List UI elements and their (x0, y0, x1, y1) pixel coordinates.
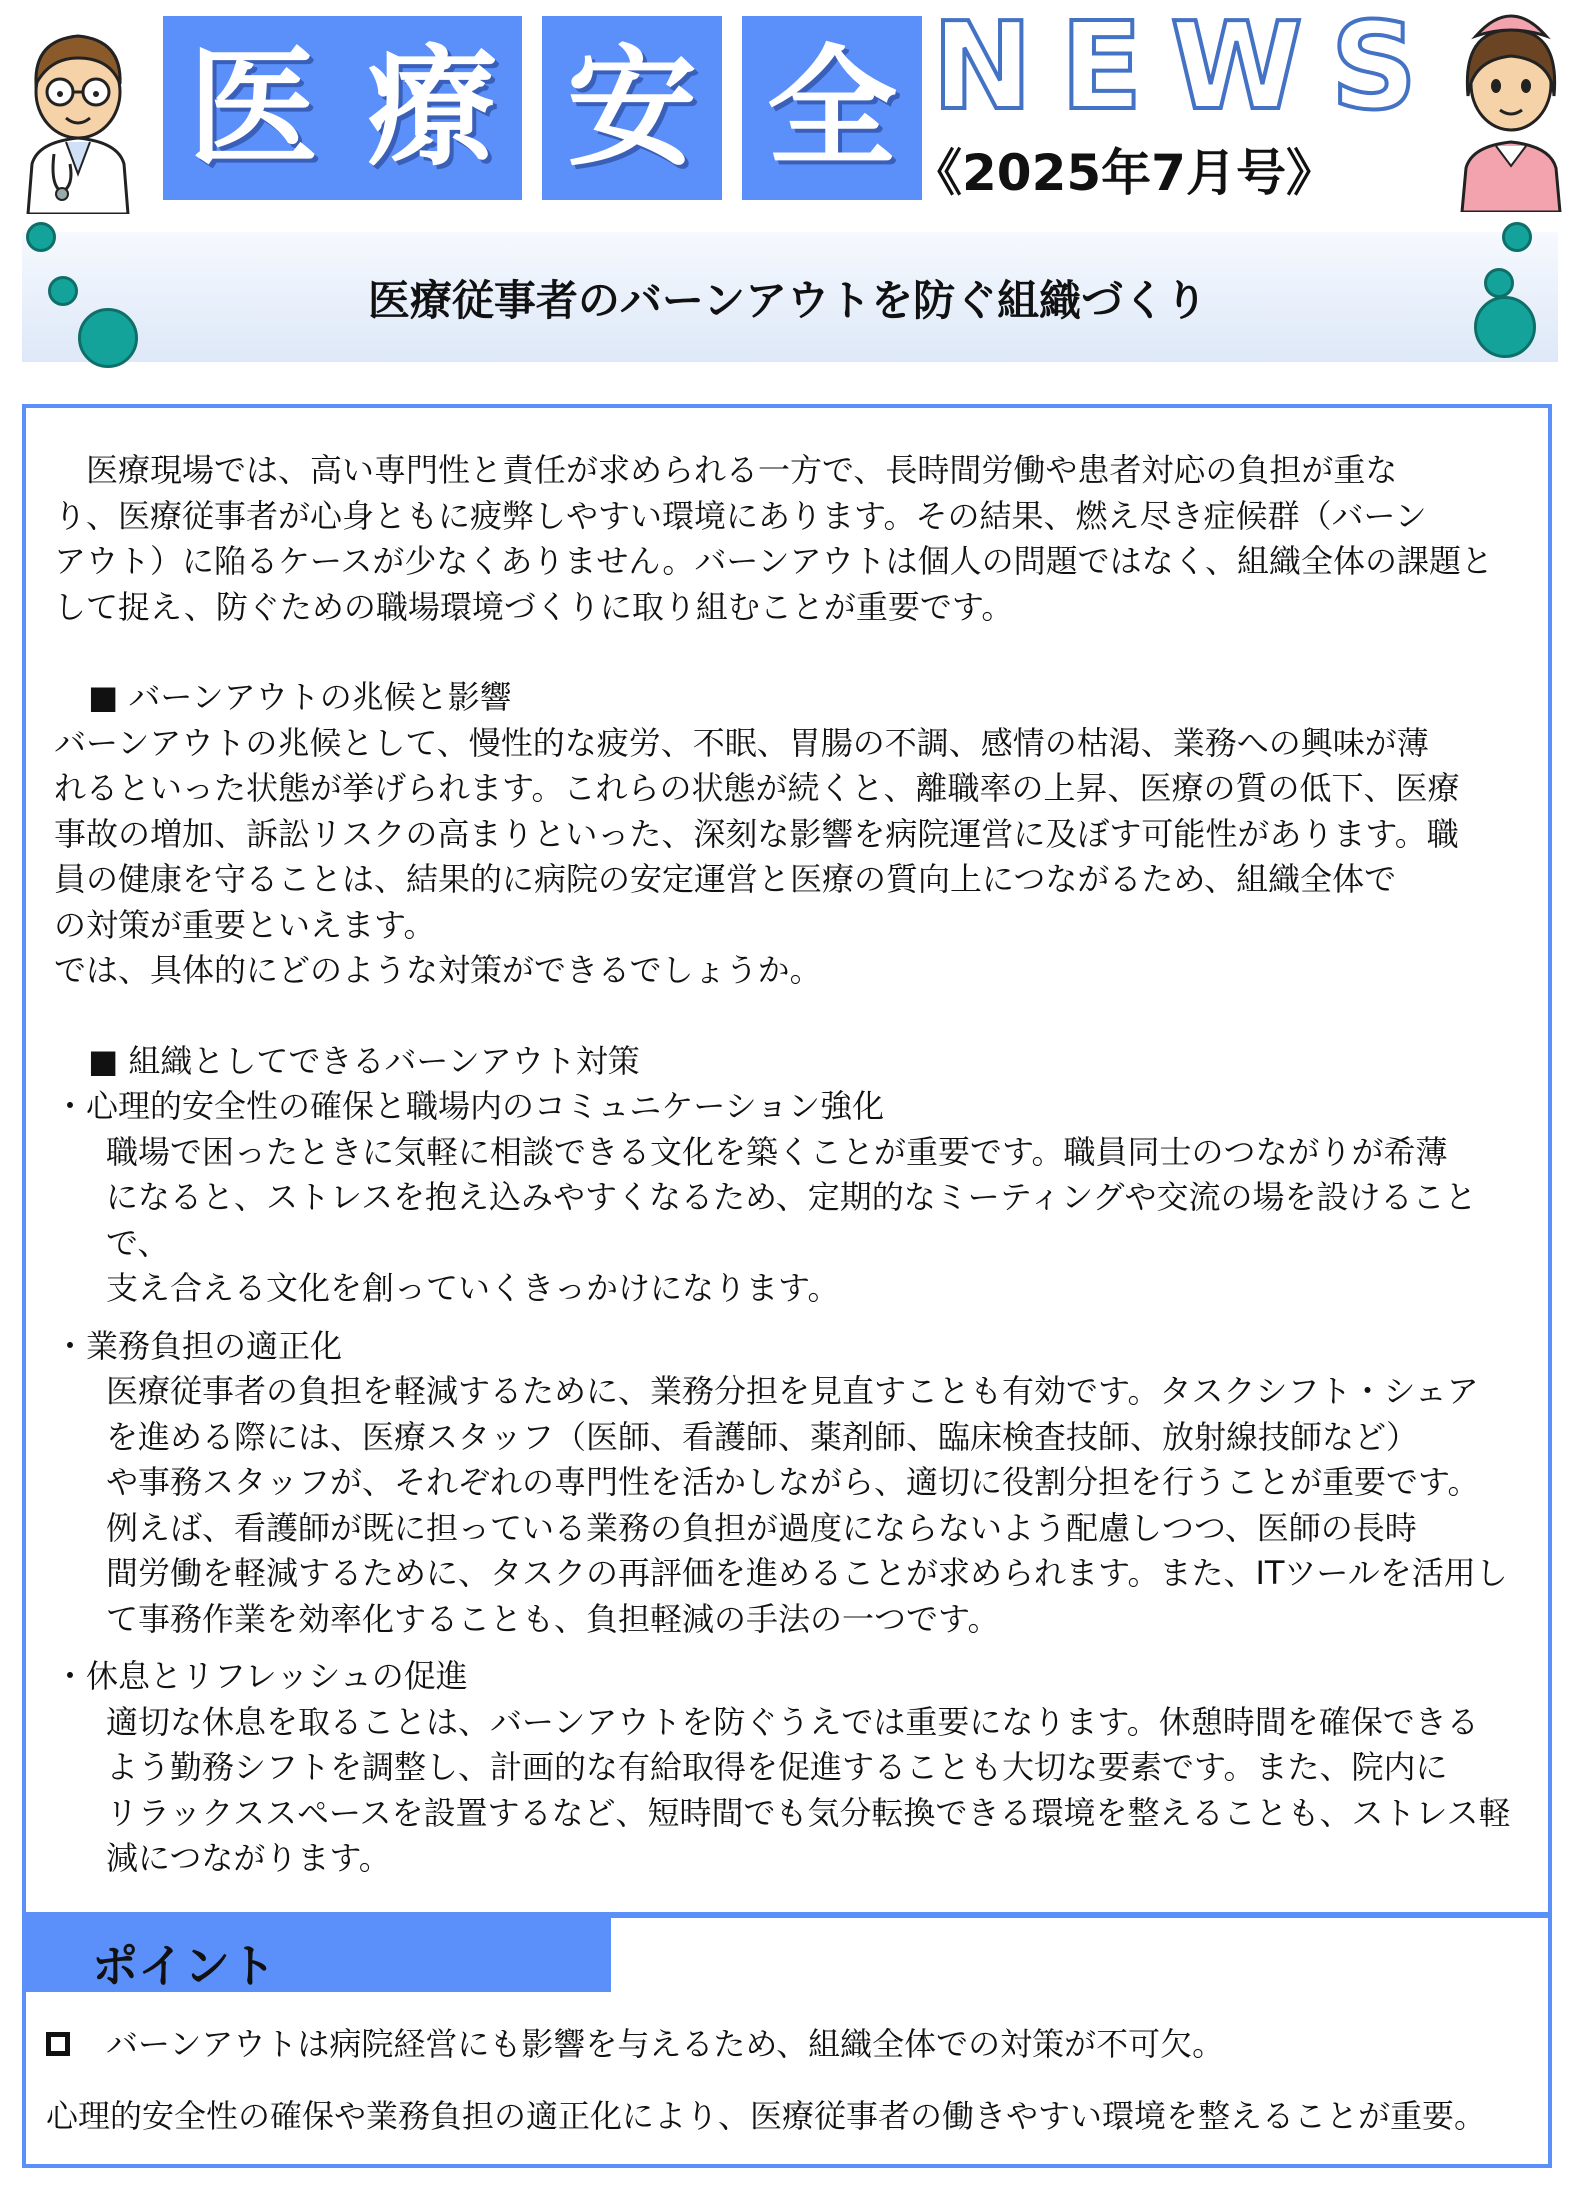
body-line: て事務作業を効率化することも、負担軽減の手法の一つです。 (106, 1599, 1000, 1638)
body-line: 適切な休息を取ることは、バーンアウトを防ぐうえでは重要になります。休憩時間を確保できる (106, 1702, 1479, 1741)
article-title: 医療従事者のバーンアウトを防ぐ組織づくり (367, 276, 1208, 325)
body-line: 職場で困ったときに気軽に相談できる文化を築くことが重要です。職員同士のつながりが希薄 (106, 1132, 1448, 1171)
measure-body (54, 1130, 1532, 1312)
article-box (22, 404, 1552, 1916)
title-kanji-1: 医 (163, 16, 343, 200)
body-line: 間労働を軽減するために、タスクの再評価を進めることが求められます。また、ITツールを活用し (106, 1554, 1508, 1592)
intro-paragraph (54, 448, 1532, 630)
title-kanji-3: 安 (542, 16, 722, 200)
section-heading-signs: ■ バーンアウトの兆候と影響 (88, 678, 512, 716)
measure-title: ・心理的安全性の確保と職場内のコミュニケーション強化 (54, 1087, 885, 1125)
body-line: 支え合える文化を創っていくきっかけになります。 (106, 1269, 840, 1307)
checkbox-icon (46, 2032, 70, 2056)
decorative-dot (1502, 222, 1532, 252)
body-line: 事故の増加、訴訟リスクの高まりといった、深刻な影響を病院運営に及ぼす可能性があります。職 (54, 814, 1459, 853)
measure-item (54, 1084, 1532, 1312)
body-line: や事務スタッフが、それぞれの専門性を活かしながら、適切に役割分担を行うことが重要です。 (106, 1463, 1480, 1501)
measure-item (54, 1324, 1532, 1643)
body-line: バーンアウトの兆候として、慢性的な疲労、不眠、胃腸の不調、感情の枯渇、業務への興味が薄 (54, 723, 1429, 762)
body-line: の対策が重要といえます。 (54, 905, 436, 944)
point-text-1: バーンアウトは病院経営にも影響を与えるため、組織全体での対策が不可欠。 (106, 2025, 1225, 2063)
body-line: よう勤務シフトを調整し、計画的な有給取得を促進することも大切な要素です。また、院内に (106, 1748, 1448, 1786)
news-wordmark: NEWS (932, 0, 1446, 137)
point-item-2: 心理的安全性の確保や業務負担の適正化により、医療従事者の働きやすい環境を整えることが重要。 (46, 2097, 1487, 2135)
body-line: 医療従事者の負担を軽減するために、業務分担を見直すことも有効です。タスクシフト・シェア (106, 1372, 1479, 1410)
intro-line: して捉え、防ぐための職場環境づくりに取り組むことが重要です。 (54, 587, 1014, 626)
body-line: になると、ストレスを抱え込みやすくなるため、定期的なミーティングや交流の場を設けることで、 (106, 1178, 1477, 1262)
title-kanji-2: 療 (342, 16, 522, 200)
measure-item (54, 1654, 1532, 1882)
doctor-illustration (14, 14, 142, 214)
measure-body (54, 1700, 1532, 1882)
measure-title: ・休息とリフレッシュの促進 (54, 1657, 468, 1695)
measure-title: ・業務負担の適正化 (54, 1326, 343, 1365)
body-line: を進める際には、医療スタッフ（医師、看護師、薬剤師、臨床検査技師、放射線技師など） (106, 1417, 1419, 1456)
issue-date: 《2025年7月号》 (912, 144, 1336, 202)
nurse-illustration (1452, 0, 1570, 212)
title-kanji-4: 全 (742, 16, 922, 200)
point-box (22, 1914, 1552, 2168)
measure-body (54, 1369, 1532, 1642)
body-line: では、具体的にどのような対策ができるでしょうか。 (54, 951, 822, 989)
intro-line: り、医療従事者が心身ともに疲弊しやすい環境にあります。その結果、燃え尽き症候群（バーン (54, 496, 1427, 535)
section-signs-body (54, 721, 1532, 994)
body-line: 減につながります。 (106, 1839, 391, 1877)
section-heading-measures: ■ 組織としてできるバーンアウト対策 (88, 1041, 640, 1080)
body-line: 員の健康を守ることは、結果的に病院の安定運営と医療の質向上につながるため、組織全体で (54, 860, 1397, 898)
body-line: れるといった状態が挙げられます。これらの状態が続くと、離職率の上昇、医療の質の低下、医療 (54, 769, 1460, 807)
intro-line: アウト）に陥るケースが少なくありません。バーンアウトは個人の問題ではなく、組織全体の課題と (54, 542, 1494, 580)
article-body (54, 448, 1532, 1882)
point-label: ポイント (92, 1939, 276, 1993)
point-item-1 (46, 2024, 1224, 2064)
body-line: 例えば、看護師が既に担っている業務の負担が過度にならないよう配慮しつつ、医師の長時 (106, 1508, 1417, 1547)
intro-line: 医療現場では、高い専門性と責任が求められる一方で、長時間労働や患者対応の負担が重な (86, 451, 1398, 489)
body-line: リラックススペースを設置するなど、短時間でも気分転換できる環境を整えることも、ストレス軽 (106, 1793, 1511, 1832)
decorative-dot (26, 222, 56, 252)
